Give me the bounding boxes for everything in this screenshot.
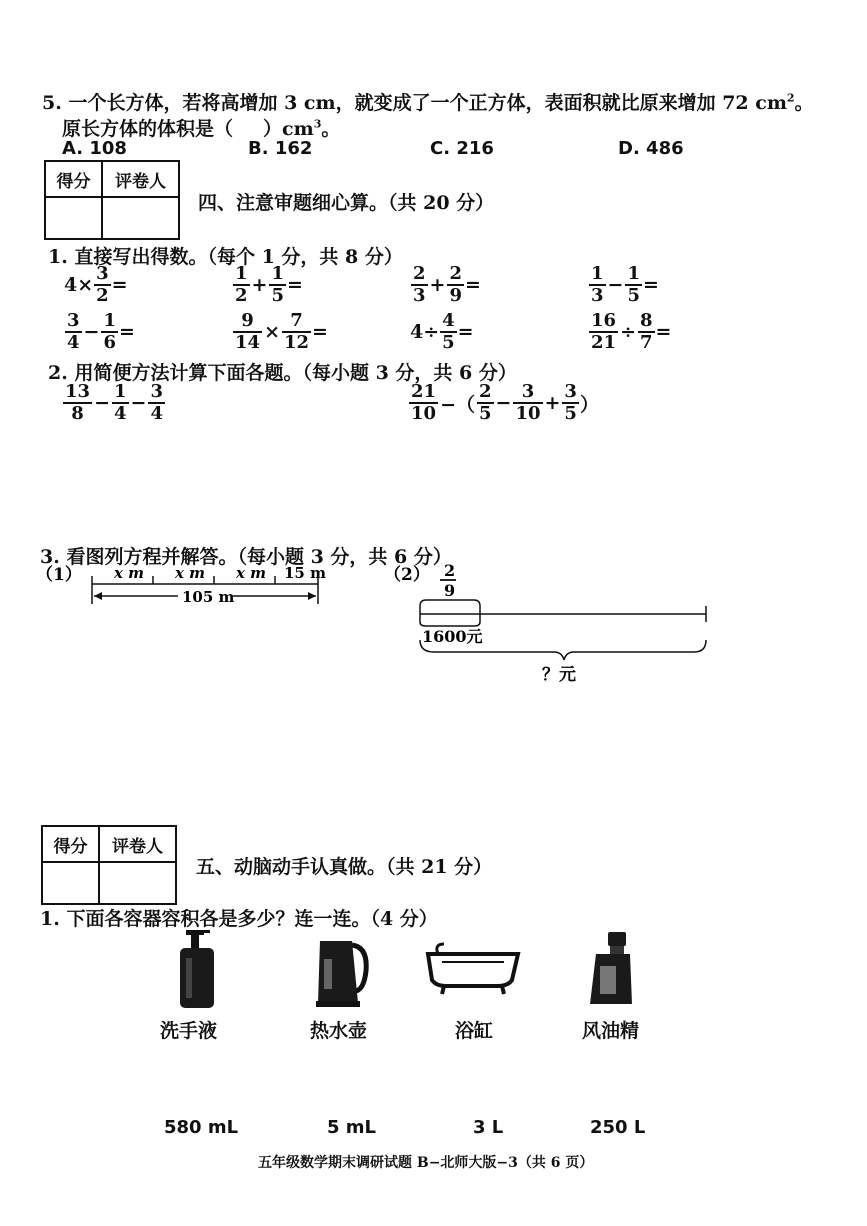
calc-item-6[interactable] — [232, 311, 328, 353]
numerator: 3 — [513, 382, 542, 404]
volume-option-1[interactable]: 580 mL — [164, 1117, 239, 1138]
denominator: 2 — [96, 285, 109, 306]
page-footer: 五年级数学期末调研试题 B−北师大版−3（共 6 页） — [258, 1155, 594, 1171]
arrowhead-left-icon — [94, 592, 102, 600]
operator: − — [607, 274, 624, 296]
score-label: 得分 — [42, 826, 99, 862]
denominator: 7 — [639, 332, 653, 353]
operator: −（ — [440, 393, 475, 416]
fig2-part-brace — [420, 622, 480, 626]
operator: − — [83, 321, 100, 343]
numerator: 16 — [591, 310, 617, 331]
operator: − — [94, 392, 110, 414]
numerator: 3 — [67, 310, 80, 331]
fraction — [233, 264, 250, 306]
p1-title: 1. 直接写出得数。（每个 1 分，共 8 分） — [48, 246, 403, 268]
operator: − — [130, 392, 147, 414]
fig2-frac-num: 2 — [444, 562, 456, 580]
denominator: 4 — [150, 403, 163, 424]
score-cell[interactable] — [45, 197, 102, 239]
numerator: 1 — [627, 263, 640, 284]
denominator: 8 — [71, 403, 84, 424]
fraction — [112, 382, 129, 424]
fig2-question: ？元 — [542, 665, 576, 685]
denominator: 5 — [442, 332, 455, 353]
p3-title: 3. 看图列方程并解答。（每小题 3 分，共 6 分） — [40, 546, 452, 568]
container-label-3: 浴缸 — [455, 1020, 494, 1042]
denominator: 3 — [413, 285, 426, 306]
fraction — [63, 382, 92, 424]
fraction — [447, 264, 464, 306]
score-box-section4 — [44, 160, 180, 240]
score-cell[interactable] — [42, 862, 99, 904]
denominator: 10 — [411, 403, 437, 424]
volume-option-4[interactable]: 250 L — [590, 1117, 646, 1138]
operator: + — [429, 274, 446, 296]
numerator: 3 — [96, 263, 109, 284]
calc-lead: 4÷ — [410, 321, 440, 343]
fig1-seg-label: x m — [175, 564, 206, 582]
fraction — [477, 382, 494, 424]
numerator: 8 — [639, 310, 653, 331]
numerator: 21 — [411, 381, 437, 402]
equals: = — [655, 321, 672, 343]
fraction — [625, 264, 642, 306]
denominator: 4 — [113, 403, 127, 424]
numerator: 2 — [413, 263, 426, 284]
container-label-1: 洗手液 — [160, 1020, 218, 1042]
section5-title: 五、动脑动手认真做。（共 21 分） — [196, 856, 493, 878]
fraction — [409, 382, 438, 424]
fraction — [589, 311, 618, 353]
numerator: 1 — [271, 263, 284, 284]
numerator: 7 — [282, 311, 311, 333]
fig2-top-brace — [420, 600, 480, 606]
numerator: 2 — [449, 263, 462, 284]
equals: = — [111, 274, 128, 296]
operator: × — [264, 321, 280, 343]
calc-item-2[interactable] — [232, 264, 303, 306]
fig2-amount: 1600元 — [422, 627, 483, 646]
denominator: 5 — [271, 285, 284, 306]
denominator: 6 — [103, 332, 116, 353]
grader-cell[interactable] — [99, 862, 176, 904]
fraction — [638, 311, 655, 353]
segment-diagram-1 — [36, 562, 346, 612]
segment-diagram-2 — [384, 562, 714, 692]
equals: = — [312, 321, 328, 343]
simplify-item-1[interactable] — [62, 382, 166, 424]
q5-line2-sup: 3 — [313, 117, 322, 131]
fraction — [411, 264, 428, 306]
numerator: 3 — [150, 381, 163, 402]
fraction — [589, 264, 606, 306]
electric-kettle-icon[interactable] — [312, 935, 370, 1009]
fig1-seg-label: x m — [236, 564, 267, 582]
numerator: 9 — [233, 311, 262, 333]
denominator: 12 — [283, 332, 310, 353]
bathtub-icon[interactable] — [424, 940, 522, 996]
numerator: 1 — [235, 263, 248, 284]
fraction — [562, 382, 579, 424]
section4-title: 四、注意审题细心算。（共 20 分） — [198, 192, 495, 214]
calc-item-4[interactable] — [588, 264, 659, 306]
q5-line1 — [42, 88, 814, 115]
fraction — [233, 311, 262, 353]
operator: ÷ — [620, 321, 636, 343]
denominator: 14 — [235, 332, 261, 353]
option-b[interactable]: B. 162 — [248, 138, 313, 159]
equals: = — [464, 274, 481, 296]
fraction — [101, 311, 118, 353]
q5-line2-text: 原长方体的体积是（ — [62, 118, 234, 140]
fig1-seg-label: x m — [114, 564, 145, 582]
p2-title: 2. 用简便方法计算下面各题。（每小题 3 分，共 6 分） — [48, 362, 517, 384]
arrowhead-right-icon — [308, 592, 316, 600]
grader-label: 评卷人 — [102, 161, 179, 197]
equals: = — [642, 274, 659, 296]
equals: = — [118, 321, 135, 343]
fraction — [94, 264, 111, 306]
volume-option-3[interactable]: 3 L — [473, 1117, 504, 1138]
fraction — [282, 311, 311, 353]
denominator: 21 — [591, 332, 617, 353]
denominator: 4 — [67, 332, 80, 353]
operator: + — [251, 274, 268, 296]
denominator: 5 — [564, 403, 577, 424]
q5-line1-sup: 2 — [786, 91, 795, 105]
numerator: 4 — [442, 310, 455, 331]
grader-cell[interactable] — [102, 197, 179, 239]
denominator: 5 — [478, 403, 492, 424]
calc-item-5[interactable] — [64, 311, 135, 353]
q5-line1-text: 5. 一个长方体，若将高增加 3 cm，就变成了一个正方体，表面积就比原来增加 72 cm — [42, 92, 787, 114]
container-label-4: 风油精 — [582, 1020, 640, 1042]
calc-item-7[interactable] — [410, 311, 474, 353]
fraction — [440, 311, 457, 353]
equals: = — [286, 274, 303, 296]
numerator: 1 — [591, 263, 604, 284]
operator: + — [544, 392, 561, 414]
option-d[interactable]: D. 486 — [618, 138, 684, 159]
numerator: 1 — [113, 381, 127, 402]
score-label: 得分 — [45, 161, 102, 197]
fraction — [65, 311, 82, 353]
calc-item-1[interactable] — [64, 264, 128, 306]
score-box-section5 — [41, 825, 177, 905]
option-a[interactable]: A. 108 — [62, 138, 127, 159]
numerator: 1 — [103, 310, 116, 331]
numerator: 3 — [564, 381, 577, 402]
option-c[interactable]: C. 216 — [430, 138, 494, 159]
fig2-frac-den: 9 — [444, 581, 456, 600]
fig1-last-label: 15 m — [284, 564, 326, 582]
calc-item-3[interactable] — [410, 264, 481, 306]
simplify-item-2[interactable] — [408, 382, 599, 424]
denominator: 5 — [627, 285, 640, 306]
close-paren: ） — [579, 393, 599, 416]
volume-option-2[interactable]: 5 mL — [327, 1117, 377, 1138]
q5-line2 — [62, 114, 340, 141]
operator: − — [495, 392, 512, 414]
fraction — [148, 382, 165, 424]
equals: = — [457, 321, 474, 343]
q5-line2-unit: ）cm — [263, 118, 314, 140]
s5-p1-title: 1. 下面各容器容积各是多少？连一连。（4 分） — [40, 908, 438, 930]
hand-soap-bottle-icon[interactable] — [176, 928, 220, 1010]
essential-oil-bottle-icon[interactable] — [586, 930, 636, 1010]
denominator: 2 — [235, 285, 248, 306]
denominator: 10 — [515, 403, 541, 424]
fraction — [513, 382, 542, 424]
fig1-total-label: 105 m — [182, 588, 235, 606]
denominator: 3 — [591, 285, 604, 306]
container-label-2: 热水壶 — [310, 1020, 368, 1042]
numerator: 13 — [65, 381, 91, 402]
calc-lead: 4× — [64, 274, 94, 296]
fig1-label: （1） — [36, 565, 82, 585]
denominator: 9 — [449, 285, 462, 306]
q5-line2-end: 。 — [321, 118, 341, 140]
grader-label: 评卷人 — [99, 826, 176, 862]
q5-line1-end: 。 — [794, 92, 814, 114]
fraction — [269, 264, 286, 306]
numerator: 2 — [478, 381, 492, 402]
fig2-label: （2） — [384, 565, 430, 585]
calc-item-8[interactable] — [588, 311, 671, 353]
